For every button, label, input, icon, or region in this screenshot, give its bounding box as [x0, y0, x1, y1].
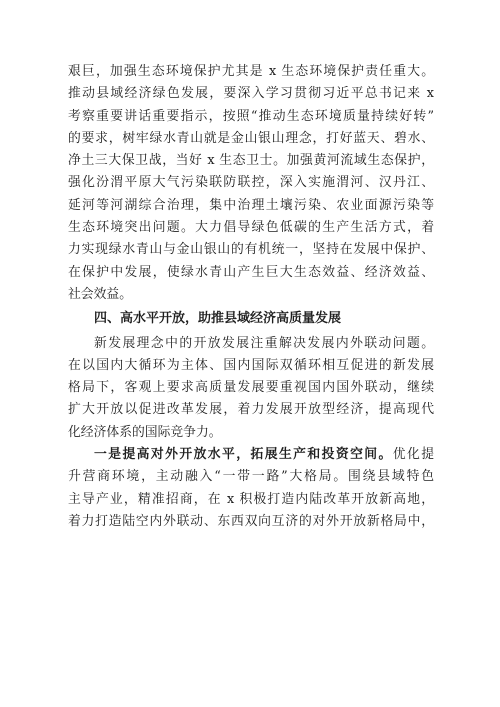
text-line: 生态环境突出问题。大力倡导绿色低碳的生产生活方式，着	[68, 220, 434, 236]
text-line: 新发展理念中的开放发展注重解决发展内外联动问题。	[94, 335, 434, 351]
bold-lead-sentence: 一是提高对外开放水平，拓展生产和投资空间。	[94, 447, 393, 463]
paragraph-opening-up-level	[68, 444, 434, 533]
document-body	[68, 61, 434, 533]
text-line: 化经济体系的国际竞争力。	[68, 424, 222, 440]
text-line: 延河等河湖综合治理，集中治理土壤污染、农业面源污染等	[68, 197, 434, 213]
text-line-with-lead	[68, 444, 434, 466]
text-line: 在以国内大循环为主体、国内国际双循环相互促进的新发展	[68, 357, 434, 373]
text-line: 格局下，客观上要求高质量发展要重视国内国外联动，继续	[68, 380, 434, 396]
text-line: 考察重要讲话重要指示，按照“推动生态环境质量持续好转”	[68, 108, 434, 124]
text-line: 升营商环境，主动融入“一带一路”大格局。围绕县域特色	[68, 469, 434, 485]
lead-line-rest: 优化提	[392, 447, 435, 463]
text-line: 推动县域经济绿色发展，要深入学习贯彻习近平总书记来 x	[68, 86, 434, 102]
text-line: 净土三大保卫战，当好 x 生态卫士。加强黄河流域生态保护，	[68, 153, 434, 169]
text-line: 着力打造陆空内外联动、东西双向互济的对外开放新格局中，	[68, 513, 434, 529]
text-line: 主导产业，精准招商，在 x 积极打造内陆改革开放新高地，	[68, 491, 434, 507]
text-line: 力实现绿水青山与金山银山的有机统一，坚持在发展中保护、	[68, 242, 434, 258]
text-line: 艰巨，加强生态环境保护尤其是 x 生态环境保护责任重大。	[68, 64, 434, 79]
paragraph-ecology	[68, 61, 434, 306]
text-line: 在保护中发展，使绿水青山产生巨大生态效益、经济效益、	[68, 264, 434, 280]
text-line: 扩大开放以促进改革发展，着力发展开放型经济，提高现代	[68, 402, 434, 418]
text-line: 的要求，树牢绿水青山就是金山银山理念，打好蓝天、碧水、	[68, 130, 434, 146]
paragraph-open-development	[68, 333, 434, 444]
section-heading: 四、高水平开放，助推县域经济高质量发展	[94, 311, 342, 327]
text-line: 社会效益。	[68, 286, 132, 302]
text-line: 强化汾渭平原大气污染联防联控，深入实施渭河、汉丹江、	[68, 175, 434, 191]
